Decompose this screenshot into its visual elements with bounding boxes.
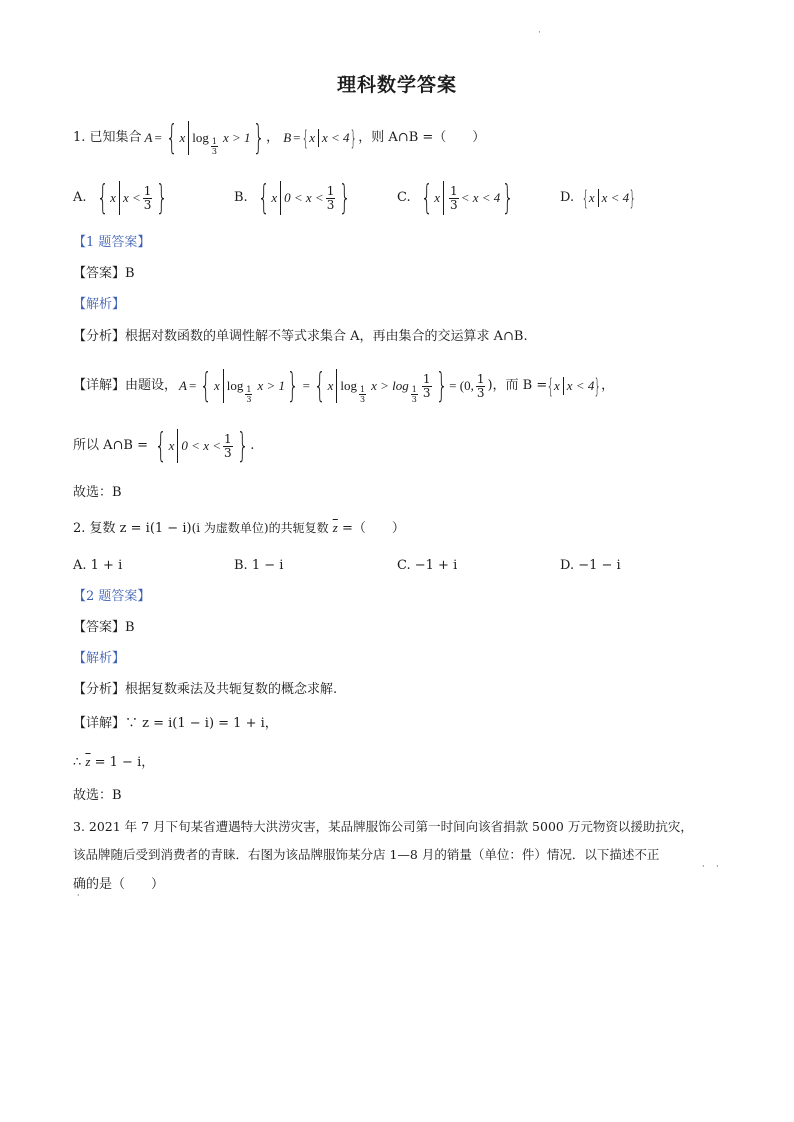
set-divider: [318, 129, 319, 147]
left-brace-icon: {: [257, 178, 270, 218]
log-base-num: 1: [246, 384, 252, 394]
left-brace-icon: {: [165, 118, 178, 158]
frac-num: 1: [476, 371, 485, 386]
q2-stem-mid: (i 为虚数单位)的共轭复数: [191, 521, 329, 535]
fraction-one-third: [449, 185, 459, 212]
set-divider: [119, 181, 120, 215]
q1-detail-b-cond: x < 4: [566, 378, 595, 393]
fraction-one-third: [422, 373, 432, 400]
q1-suffix: ，则 A∩B =（ ）: [358, 130, 486, 145]
q1-eq-b: =: [293, 130, 301, 145]
q3-line-3: 确的是（ ）: [73, 877, 165, 892]
q1-eq: =: [154, 130, 162, 145]
q1-conclusion: [73, 426, 254, 466]
q1-detail-x3: x: [554, 378, 560, 393]
q1-detail-b-intro: )，而 B =: [487, 378, 548, 393]
right-brace-icon: }: [435, 366, 448, 406]
frac-den: 3: [476, 385, 485, 400]
q1-log-rest: x > 1: [222, 130, 251, 145]
frac-den: 3: [224, 445, 232, 460]
q1-log: log: [192, 130, 209, 145]
frac-num: 1: [143, 183, 152, 198]
set-divider: [177, 429, 178, 463]
q1-set-a-label: A: [144, 130, 153, 145]
set-divider: [188, 121, 189, 155]
q1-detail-log: log: [226, 378, 244, 393]
log-base-den: 3: [411, 394, 417, 404]
q1-prefix: 1. 已知集合: [73, 130, 142, 145]
q2-option-b: B. 1 − i: [234, 558, 284, 573]
set-divider: [443, 181, 444, 215]
right-brace-icon: }: [502, 178, 515, 218]
q1-detail-end: ，: [601, 378, 615, 393]
left-brace-icon: {: [154, 426, 167, 466]
right-brace-icon: }: [286, 366, 299, 406]
log-base-num: 1: [360, 384, 366, 394]
q1-b-cond: x < 4: [322, 130, 350, 145]
q1-analysis-header: 【解析】: [73, 297, 126, 312]
q1-detail-x: x: [213, 378, 220, 393]
q1-choice: 故选：B: [73, 485, 122, 500]
frac-num: 1: [450, 183, 458, 198]
q1-option-d: [560, 178, 636, 218]
therefore-icon: ∴: [73, 755, 82, 770]
q1-analysis: 【分析】根据对数函数的单调性解不等式求集合 A，再由集合的交运算求 A∩B.: [73, 329, 528, 344]
q2-analysis: 【分析】根据复数乘法及共轭复数的概念求解.: [73, 682, 338, 697]
left-brace-icon: {: [313, 366, 326, 406]
q2-stem: [73, 519, 405, 538]
q1-answer: 【答案】B: [73, 266, 135, 281]
q1-detail-eq2: =: [302, 378, 310, 393]
q2-detail-2: [73, 753, 154, 772]
q3-line-1: 3. 2021 年 7 月下旬某省遭遇特大洪涝灾害，某品牌服饰公司第一时间向该省捐款 5000 万元物资以援助抗灾，: [73, 819, 693, 834]
q2-stem-end: =（ ）: [341, 521, 405, 536]
set-divider: [280, 181, 281, 215]
q1-so-x: x: [168, 438, 175, 453]
q2-choice: 故选：B: [73, 788, 122, 803]
right-brace-icon: }: [339, 178, 352, 218]
option-var-x: x: [271, 190, 278, 205]
frac-num: 1: [224, 431, 232, 446]
option-c-cond: < x < 4: [460, 190, 501, 205]
q1-detail-prefix: 【详解】由题设，: [73, 378, 178, 393]
log-base: [411, 385, 418, 404]
left-brace-icon: {: [96, 178, 109, 218]
q1-so-cond: 0 < x <: [181, 438, 221, 453]
fraction-one-third: [223, 433, 233, 460]
emphasis-dot-icon: ·: [77, 891, 80, 900]
q1-so-end: .: [250, 438, 255, 453]
left-brace-icon: {: [200, 366, 213, 406]
q1-log-base-num: 1: [211, 136, 217, 146]
q2-stem-pre: 2. 复数 z = i(1 − i): [73, 521, 192, 536]
frac-num: 1: [326, 183, 335, 198]
left-brace-icon: {: [581, 186, 589, 210]
option-label: D.: [560, 190, 575, 205]
log-base-den: 3: [246, 394, 252, 404]
log-base: [359, 385, 366, 404]
q1-so-prefix: 所以 A∩B =: [73, 438, 148, 453]
log-base-num: 1: [411, 384, 417, 394]
q1-var-x-b: x: [309, 130, 315, 145]
option-label: A.: [73, 190, 87, 205]
q1-log-base-den: 3: [211, 146, 217, 156]
q2-answer-header: 【2 题答案】: [73, 589, 151, 604]
frac-den: 3: [143, 197, 152, 212]
option-var-x: x: [110, 190, 116, 205]
q3-line-2: 该品牌随后受到消费者的青睐．右图为该品牌服饰某分店 1—8 月的销量（单位：件）情况．以下描述不正: [73, 847, 660, 862]
log-base: [245, 385, 252, 404]
frac-den: 3: [326, 197, 335, 212]
q1-detail-a: A: [179, 378, 187, 393]
option-var-x: x: [588, 190, 595, 205]
q1-detail-cond: x > 1: [257, 378, 285, 393]
left-brace-icon: {: [547, 374, 555, 398]
q1-option-a: [73, 178, 170, 218]
right-brace-icon: }: [349, 126, 357, 150]
emphasis-dot-icon: ·: [716, 862, 719, 871]
right-brace-icon: }: [594, 374, 602, 398]
option-label: C.: [397, 190, 411, 205]
right-brace-icon: }: [252, 118, 265, 158]
option-d-cond: x < 4: [601, 190, 630, 205]
q1-set-b-label: B: [283, 130, 292, 145]
q2-option-d: D. −1 − i: [560, 558, 621, 573]
q2-option-a: A. 1 + i: [73, 558, 123, 573]
option-a-cond: x <: [122, 190, 141, 205]
q1-detail: [73, 364, 614, 408]
q2-detail-z: $\overline{z}$: [85, 754, 91, 769]
q2-detail-rest: = 1 − i，: [94, 755, 155, 770]
option-label: B.: [234, 190, 248, 205]
set-divider: [223, 369, 224, 403]
right-brace-icon: }: [236, 426, 249, 466]
frac-den: 3: [422, 385, 431, 400]
q2-answer: 【答案】B: [73, 620, 135, 635]
q1-detail-interval: = (0,: [449, 378, 474, 393]
q1-detail-eq: =: [188, 378, 197, 393]
header-mark: ·: [538, 28, 541, 38]
q1-detail-ineq: x > log: [371, 378, 409, 393]
page-title: 理科数学答案: [336, 74, 457, 96]
frac-den: 3: [450, 197, 458, 212]
q1-comma: ，: [266, 130, 280, 145]
right-brace-icon: }: [156, 178, 169, 218]
fraction-one-third: [326, 185, 336, 212]
q1-detail-log2: log: [340, 378, 358, 393]
q1-option-b: [234, 178, 353, 218]
q1-var-x: x: [179, 130, 186, 145]
q1-detail-x2: x: [327, 378, 334, 393]
set-divider: [336, 369, 337, 403]
emphasis-dot-icon: ·: [702, 862, 705, 871]
q1-option-c: [397, 178, 516, 218]
fraction-one-third: [143, 185, 153, 212]
frac-num: 1: [422, 371, 431, 386]
q1-answer-header: 【1 题答案】: [73, 235, 151, 250]
left-brace-icon: {: [302, 126, 310, 150]
q2-detail-1: 【详解】∵ z = i(1 − i) = 1 + i，: [73, 716, 278, 731]
option-b-cond: 0 < x <: [284, 190, 324, 205]
right-brace-icon: }: [629, 186, 637, 210]
left-brace-icon: {: [420, 178, 433, 218]
q2-option-c: C. −1 + i: [397, 558, 458, 573]
q2-stem-z: $\overline{z}$: [332, 520, 338, 535]
fraction-one-third: [476, 373, 486, 400]
q1-log-base: [211, 137, 218, 156]
log-base-den: 3: [360, 394, 366, 404]
option-var-x: x: [434, 190, 441, 205]
set-divider: [598, 189, 599, 207]
set-divider: [563, 377, 564, 395]
q2-analysis-header: 【解析】: [73, 651, 126, 666]
q1-stem: [73, 118, 485, 158]
